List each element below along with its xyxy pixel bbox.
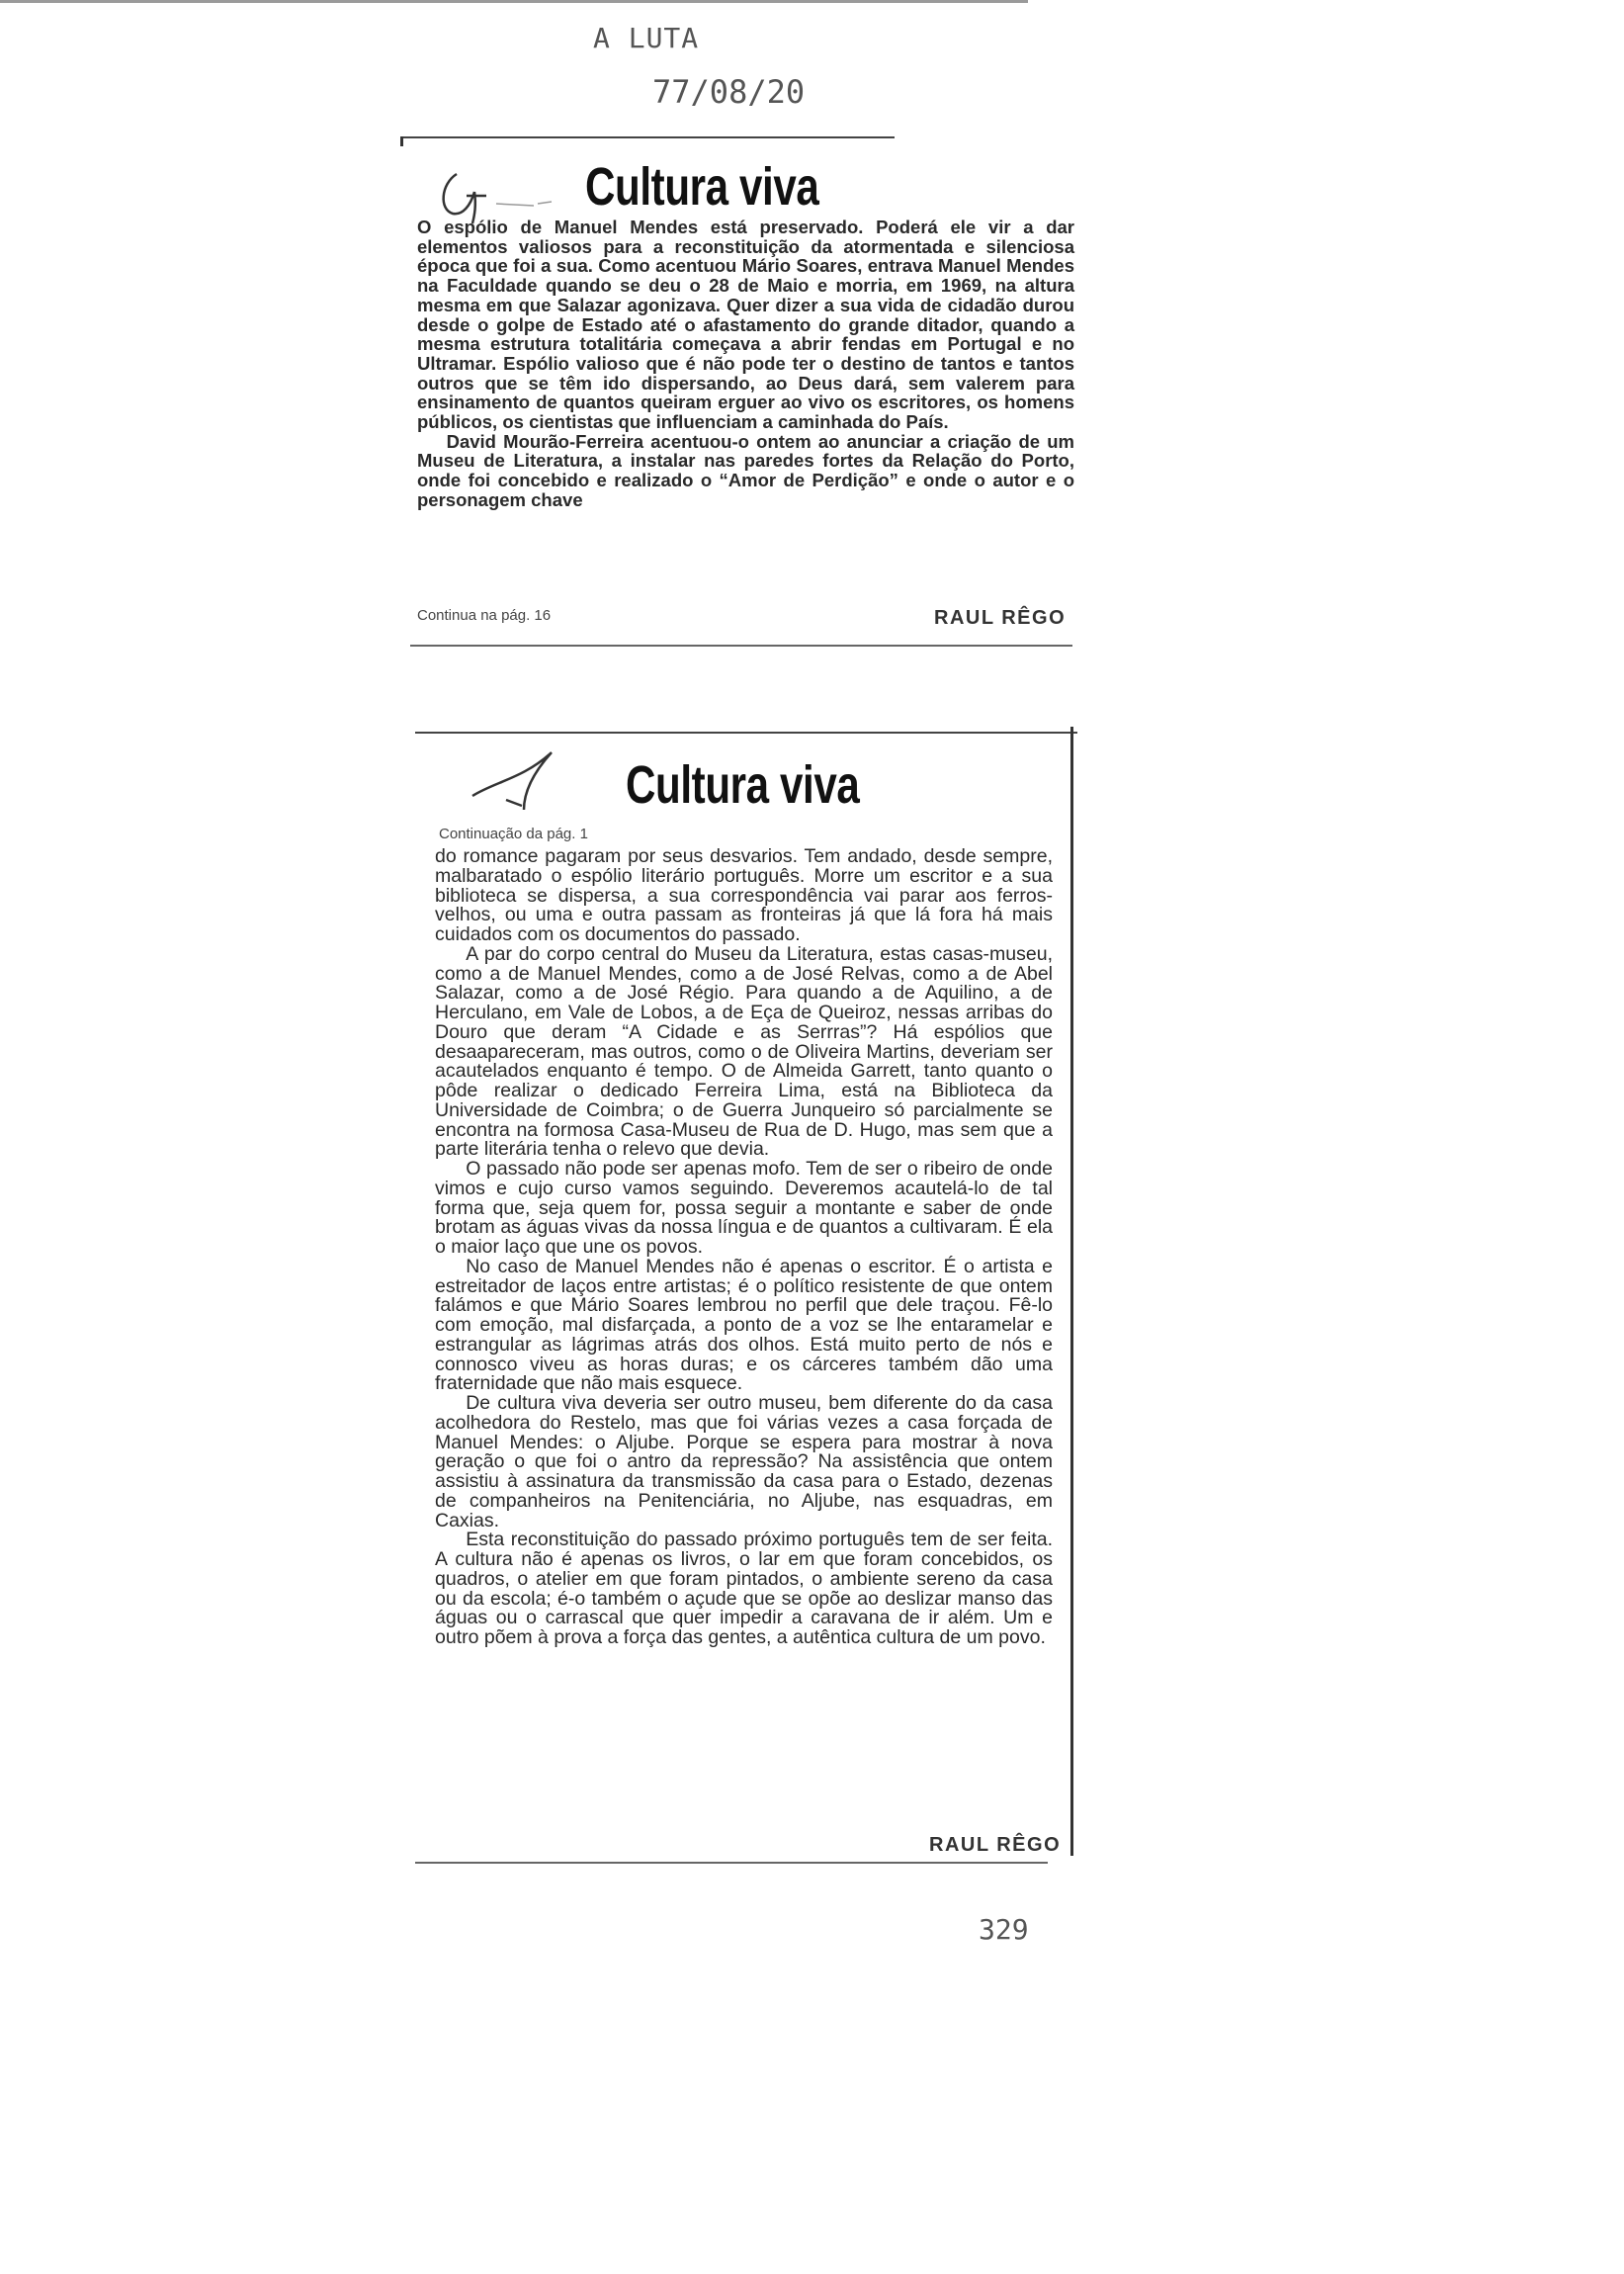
newspaper-source: A LUTA xyxy=(593,22,700,54)
article-1-continuation-note: Continua na pág. 16 xyxy=(417,607,552,624)
article-2-continuation-note: Continuação da pág. 1 xyxy=(439,826,588,842)
clipping-date: 77/08/20 xyxy=(652,73,806,111)
article-1-headline: Cultura viva xyxy=(585,157,819,217)
article-1-paragraph: David Mourão-Ferreira acentuou-o ontem ao anunciar a criação de um Museu de Literatura, a instalar nas paredes fortes da Relação do Porto, onde foi concebido e realizado o “Amor de Perdição” e onde o autor e o personagem chave xyxy=(417,430,1074,510)
article-1-body xyxy=(417,218,1074,510)
article-2-headline: Cultura viva xyxy=(626,755,860,815)
article-2-byline: RAUL RÊGO xyxy=(929,1834,1062,1856)
clipping-article-2 xyxy=(415,727,1087,1864)
clipping-right-border xyxy=(1070,727,1073,1856)
article-2-body xyxy=(435,847,1053,1648)
clipping-corner-mark xyxy=(400,136,403,146)
article-2-paragraph: Esta reconstituição do passado próximo português tem de ser feita. A cultura não é apenas os livros, o lar em que foram concebidos, os quadros, o atelier em que foram pintados, o ambiente sereno da casa ou da escola; é-o também o açude que se opõe ao deslizar manso das águas ou o carrascal que quer impedir a caravana de ir além. Um e outro põem à prova a força das gentes, a autêntica cultura de um povo. xyxy=(435,1529,1053,1648)
article-2-paragraph: A par do corpo central do Museu da Literatura, estas casas-museu, como a de Manuel Mendes, como a de José Relvas, como a de Abel Salazar, como a de José Régio. Para quando a de Aquilino, a de Herculano, em Vale de Lobos, a de Eça de Queiroz, nessas arribas do Douro que deram “A Cidade e as Serrras”? Há espólios que desaapareceram, mas outros, como o de Oliveira Martins, deveriam ser acautelados enquanto é tempo. O de Almeida Garrett, tanto quanto o pôde realizar o dedicado Ferreira Lima, está na Biblioteca da Universidade de Coimbra; o de Guerra Junqueiro só parcialmente se encontra na formosa Casa-Museu de Rua de D. Hugo, mas sem que a parte literária tenha o relevo que devia. xyxy=(435,942,1053,1161)
clipping-bottom-rule xyxy=(415,1862,1048,1864)
article-2-paragraph: No caso de Manuel Mendes não é apenas o escritor. É o artista e estreitador de laços entre artistas; é o político resistente de que ontem falámos e que Mário Soares lembrou no perfil que dele traçou. Fê-lo com emoção, mal disfarçada, a ponto de a voz se lhe entaramelar e estrangular as lágrimas atrás dos olhos. Está muito perto de nós e connosco viveu as horas duras; e os cárceres também dão uma fraternidade que não mais esquece. xyxy=(435,1255,1053,1395)
article-2-paragraph: do romance pagaram por seus desvarios. Tem andado, desde sempre, malbaratado o espólio literário português. Morre um escritor e a sua biblioteca se dispersa, a sua correspondência vai parar aos ferros-velhos, ou uma e outra passam as fronteiras já que lá fora há mais cuidados com os documentos do passado. xyxy=(435,845,1053,945)
article-1-paragraph: O espólio de Manuel Mendes está preservado. Poderá ele vir a dar elementos valiosos para a reconstituição da atormentada e silenciosa época que foi a sua. Como acentuou Mário Soares, entrava Manuel Mendes na Faculdade quando se deu o 28 de Maio e morria, em 1969, na altura mesma em que Salazar agonizava. Quer dizer a sua vida de cidadão durou desde o golpe de Estado até o afastamento do grande ditador, quando a mesma estrutura totalitária começava a abrir fendas em Portugal e no Ultramar. Espólio valioso que é não pode ter o destino de tantos e tantos outros que se têm ido dispersando, ao Deus dará, sem valerem para ensinamento de quantos queiram erguer ao vivo os escritores, os homens públicos, os cientistas que influenciam a caminhada do País. xyxy=(417,217,1074,433)
article-1-byline: RAUL RÊGO xyxy=(934,607,1067,629)
clipping-article-1 xyxy=(400,136,1072,651)
clipping-top-rule xyxy=(415,732,1077,734)
clipping-bottom-rule xyxy=(410,645,1072,647)
article-2-paragraph: O passado não pode ser apenas mofo. Tem de ser o ribeiro de onde vimos e cujo curso vamos seguindo. Deveremos acautelá-lo de tal forma que, seja quem for, possa seguir a montante e saber de onde brotam as águas vivas da nossa língua e de quantos a cultivaram. É ela o maior laço que une os povos. xyxy=(435,1158,1053,1258)
handwritten-mark-icon xyxy=(465,748,563,818)
scan-edge xyxy=(0,0,1028,3)
clipping-top-rule xyxy=(400,136,895,138)
article-2-paragraph: De cultura viva deveria ser outro museu, bem diferente do da casa acolhedora do Restelo, mas que foi várias vezes a casa forçada de Manuel Mendes: o Aljube. Porque se espera para mostrar à nova geração o que foi o antro da repressão? Na assistência que ontem assistiu à assinatura da transmissão da casa para o Estado, dezenas de companheiros na Penitenciária, no Aljube, nas esquadras, em Caxias. xyxy=(435,1392,1053,1531)
page-number: 329 xyxy=(979,1913,1029,1946)
